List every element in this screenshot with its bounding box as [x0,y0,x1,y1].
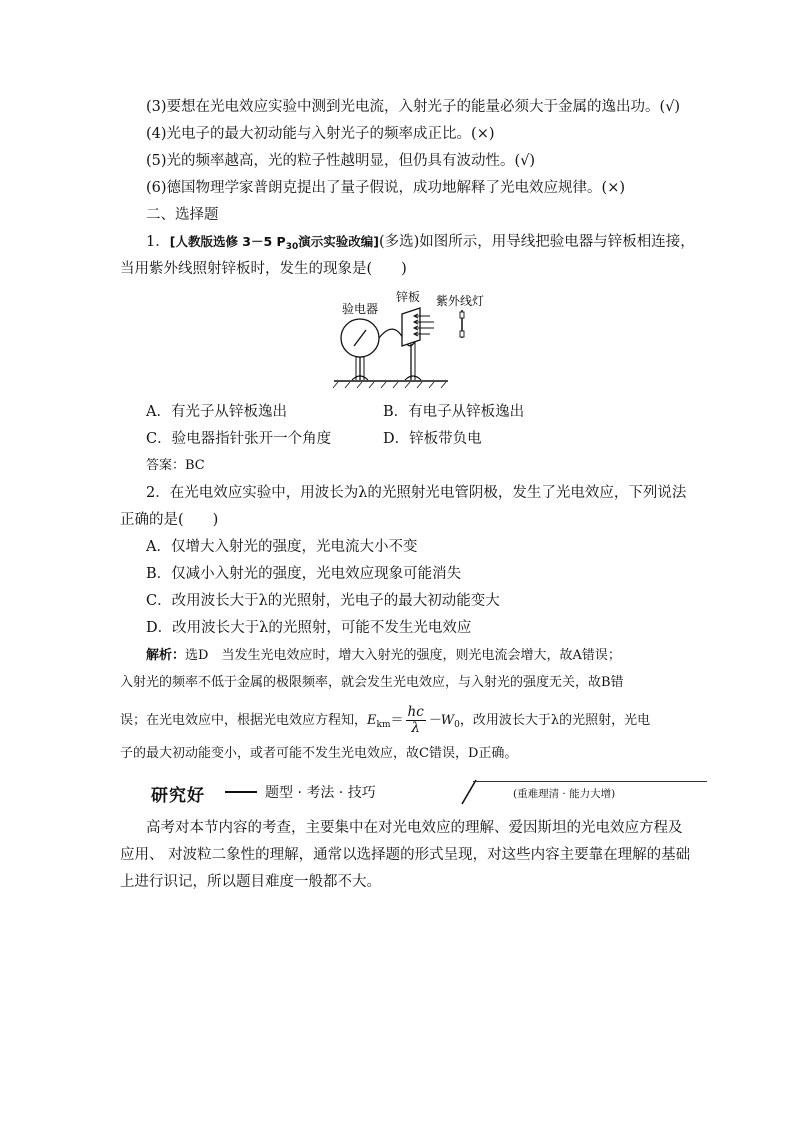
intro-line1: 高考对本节内容的考查，主要集中在对光电效应的理解、爱因斯坦的光电效应方程及 [146,820,683,836]
analysis-line1-text: 选D 当发生光电效应时，增大入射光的强度，则光电流会增大，故A错误； [185,648,621,663]
q1-source-open: [人教版选修 3－5 P [169,234,286,249]
q2-option-b: B．仅减小入射光的强度，光电效应现象可能消失 [146,566,462,582]
formula-eq: ＝ [390,713,404,728]
formula-e: E [367,713,377,728]
q1-source-page: 30 [285,242,299,252]
q2-analysis-line3 [120,704,650,742]
intro-line2: 应用、 对波粒二象性的理解，通常以选择题的形式呈现，对这些内容主要靠在理解的基础 [120,847,691,863]
q2-stem-line1: 2．在光电效应实验中，用波长为λ的光照射光电管阴极，发生了光电效应，下列说法 [146,485,687,501]
q1-stem-line2: 当用紫外线照射锌板时，发生的现象是( ) [120,261,407,277]
q1-stem-a: (多选)如图所示，用导线把验电器与锌板相连接， [378,234,695,250]
analysis-line3-pre: 误；在光电效应中，根据光电效应方程知， [120,713,368,728]
formula-numerator: hc [407,704,424,720]
q1-option-a: A．有光子从锌板逸出 [146,404,287,420]
label-zinc-plate: 锌板 [396,290,421,304]
banner-rule [473,781,707,782]
label-uv-lamp: 紫外线灯 [436,294,485,308]
q2-analysis-line4: 子的最大初动能变小，或者可能不发生光电效应，故C错误，D正确。 [120,746,518,761]
section-banner [145,778,707,806]
analysis-label: 解析： [146,648,186,663]
q1-source-close: 演示实验改编] [298,234,379,249]
q2-option-d: D．改用波长大于λ的光照射，可能不发生光电效应 [146,620,472,636]
intro-line3: 上进行识记，所以题目难度一般都不大。 [120,874,381,890]
formula-w-sub: 0 [454,720,460,730]
banner-title: 研究好 [151,786,205,806]
formula-minus-w: －W [427,713,455,728]
electroscope-needle [354,330,366,346]
formula-denominator: λ [411,720,420,736]
judgement-item-4: (4)光电子的最大初动能与入射光子的频率成正比。(×) [146,126,495,142]
q1-option-d: D．锌板带负电 [383,431,482,447]
q1-option-c: C．验电器指针张开一个角度 [146,431,332,447]
banner-dash [225,791,257,793]
judgement-item-5: (5)光的频率越高，光的粒子性越明显，但仍具有波动性。(√) [146,153,536,169]
judgement-item-3: (3)要想在光电效应实验中测到光电流，入射光子的能量必须大于金属的逸出功。(√) [146,99,681,115]
q2-option-c: C．改用波长大于λ的光照射，光电子的最大初动能变大 [146,593,500,609]
zinc-plate [402,308,420,346]
label-electroscope: 验电器 [342,302,379,316]
banner-slash [458,778,478,806]
q2-stem-line2: 正确的是( ) [120,512,219,528]
analysis-line3-post: ，改用波长大于λ的光照射，光电 [459,713,651,728]
q2-analysis-line2: 入射光的频率不低于金属的极限频率，就会发生光电效应，与入射光的强度无关，故B错 [120,675,624,690]
q2-analysis-line1 [146,646,621,666]
q1-option-b: B．有电子从锌板逸出 [383,404,525,420]
q2-option-a: A．仅增大入射光的强度，光电流大小不变 [146,539,418,555]
judgement-item-6: (6)德国物理学家普朗克提出了量子假说，成功地解释了光电效应规律。(×) [146,180,625,196]
q1-stem-line1 [146,232,695,257]
formula-fraction [406,705,426,736]
section-heading: 二、选择题 [146,207,219,223]
banner-note: (重难理清 · 能力大增) [513,788,616,800]
banner-tags: 题型 · 考法 · 技巧 [265,785,376,801]
electroscope-figure [330,288,490,396]
q1-number: 1． [146,234,170,250]
formula-e-sub: km [376,720,391,730]
q1-source [169,234,379,252]
q1-answer: 答案：BC [146,458,205,473]
